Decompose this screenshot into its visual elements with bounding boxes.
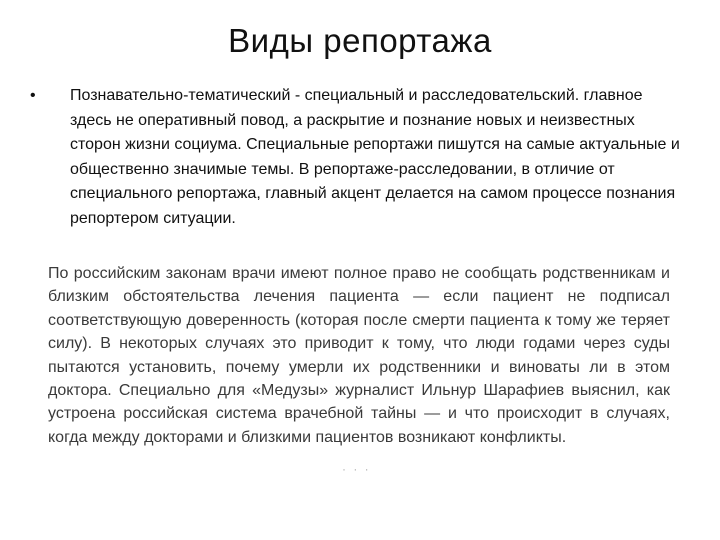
quote-text: По российским законам врачи имеют полное право не сообщать родственникам и близким обстоятельства лечения пациента — если пациент не подписал соответствующую доверенность (которая после смерти пациента к тому же теряет силу). В некоторых случаях это приводит к тому, что люди годами через суды пытаются установить, почему умерли их родственники и виноваты ли в этом доктора. Специально для «Медузы» журналист Ильнур Шарафиев выяснил, как устроена российская система врачебной тайны — и что происходит в случаях, когда между докторами и близкими пациентов возникают конфликты.	[48, 265, 670, 446]
slide-title: Виды репортажа	[228, 22, 492, 59]
quote-image	[48, 262, 670, 462]
bullet-text: Познавательно-тематический - специальный и расследовательский. главное здесь не оперативный повод, а раскрытие и познание новых и неизвестных сторон жизни социума. Специальные репортажи пишутся на самые актуальные и общественно значимые темы. В репортаже-расследовании, в отличие от специального репортажа, главный акцент делается на самом процессе познания репортером ситуации.	[70, 87, 680, 227]
bullet-dot: •	[30, 87, 36, 104]
bullet-item	[30, 84, 690, 231]
quote-trailing-mark: · · ·	[342, 462, 371, 476]
